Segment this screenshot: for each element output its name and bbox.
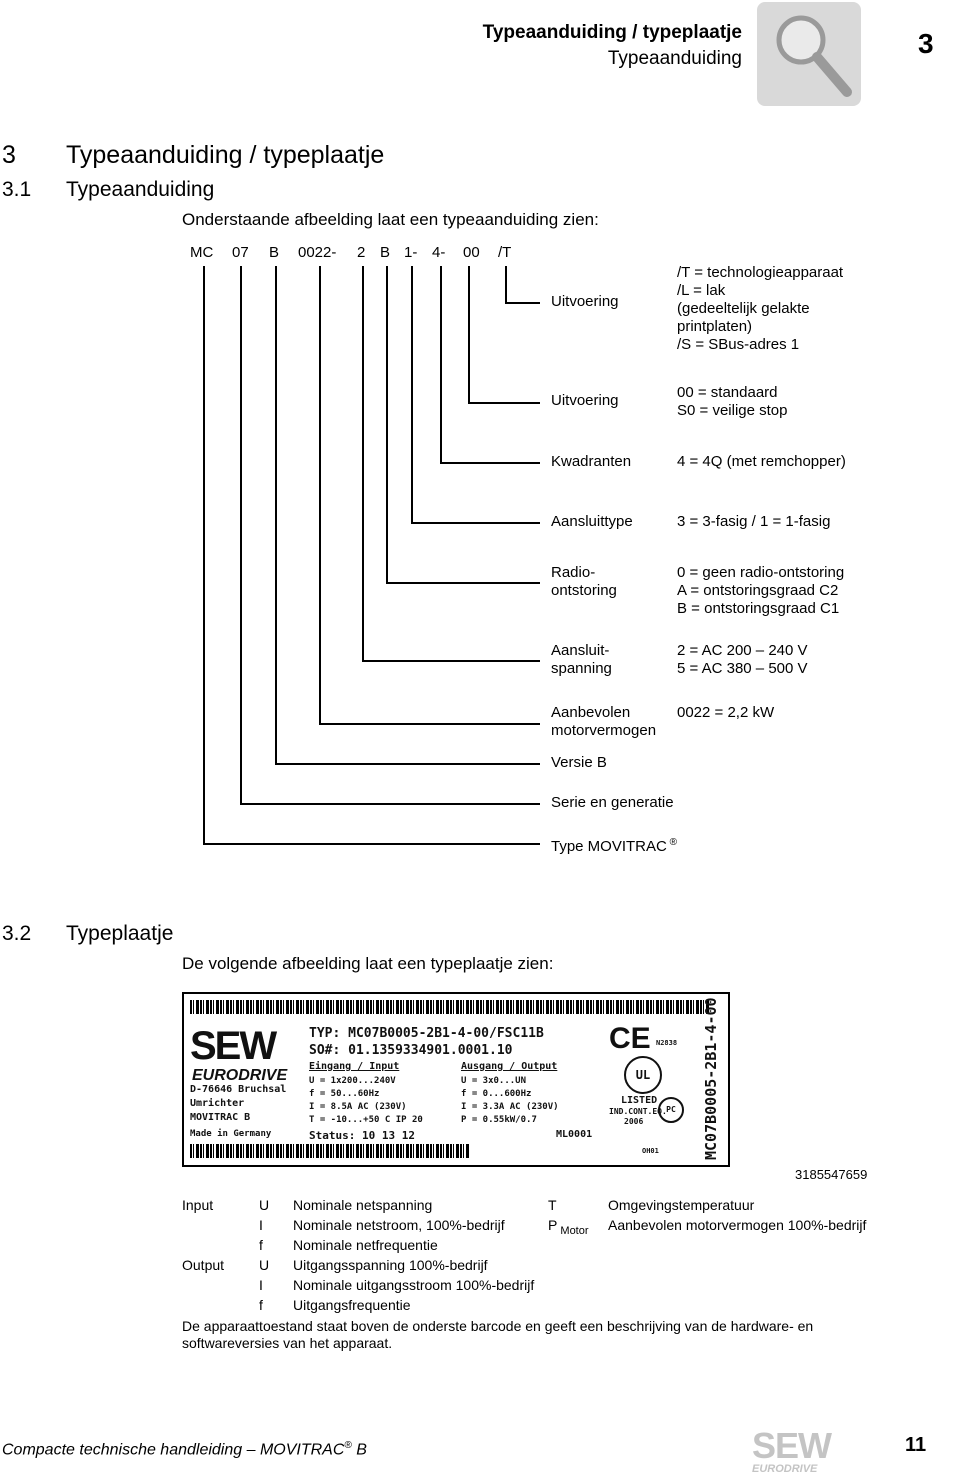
magnifier-icon — [757, 2, 861, 106]
subsection-number: 3.2 — [2, 922, 32, 945]
nameplate-serial: SO#: 01.1359334901.0001.10 — [309, 1043, 513, 1058]
footer-suffix: B — [356, 1441, 367, 1459]
registered-mark: ® — [666, 837, 678, 848]
code-row-label: Radio- ontstoring — [551, 564, 617, 599]
connector-line — [386, 582, 540, 584]
code-row-description — [677, 704, 774, 722]
nameplate-output-head: Ausgang / Output — [461, 1061, 558, 1072]
subsection-heading — [2, 178, 214, 202]
description-line: 0022 = 2,2 kW — [677, 704, 775, 721]
brand-sub: EURODRIVE — [192, 1067, 288, 1084]
legend-text-2: Aanbevolen motorvermogen 100%-bedrijf — [608, 1217, 867, 1233]
code-row-description — [677, 513, 830, 531]
connector-line — [362, 266, 364, 660]
subsection-title: Typeaanduiding — [66, 178, 215, 201]
legend-symbol-2: P $_{Motor}$ — [548, 1217, 589, 1237]
type-code-part: B — [269, 244, 280, 261]
type-code-part: 4- — [432, 244, 446, 261]
page-number: 11 — [905, 1434, 927, 1456]
legend-symbol: I — [259, 1277, 263, 1293]
description-line: 00 = standaard — [677, 384, 778, 401]
type-code-part: 1- — [404, 244, 418, 261]
legend-text: Uitgangsspanning 100%-bedrijf — [293, 1257, 488, 1273]
connector-line — [240, 266, 242, 803]
description-line: printplaten) — [677, 318, 753, 335]
nameplate-out-1: U = 3x0...UN — [461, 1076, 527, 1086]
nameplate-address: D-76646 Bruchsal — [190, 1084, 287, 1095]
nameplate-in-3: I = 8.5A AC (230V) — [309, 1102, 407, 1112]
nameplate-typ: TYP: MC07B0005-2B1-4-00/FSC11B — [309, 1026, 544, 1041]
type-code-part: 0022- — [298, 244, 337, 261]
description-line: B = ontstoringsgraad C1 — [677, 600, 840, 617]
connector-line — [275, 266, 277, 763]
legend-symbol: f — [259, 1297, 263, 1313]
legend-group: Input — [182, 1197, 214, 1213]
nameplate-oh: OH01 — [642, 1147, 659, 1155]
intro-text-2: De volgende afbeelding laat een typeplaatje zien: — [182, 954, 554, 973]
code-row-label: Kwadranten — [551, 453, 632, 470]
connector-line — [275, 763, 540, 765]
legend-text-2: Omgevingstemperatuur — [608, 1197, 755, 1213]
connector-line — [203, 843, 540, 845]
connector-line — [468, 402, 540, 404]
legend-text: Nominale uitgangsstroom 100%-bedrijf — [293, 1277, 535, 1293]
code-row-label: Aansluittype — [551, 513, 633, 530]
legend-text: Nominale netspanning — [293, 1197, 433, 1213]
legend-symbol: I — [259, 1217, 263, 1233]
description-line: /T = technologieapparaat — [677, 264, 844, 281]
code-row-label: Aansluit- spanning — [551, 642, 612, 677]
nameplate-out-2: f = 0...600Hz — [461, 1089, 532, 1099]
legend-text: Uitgangsfrequentie — [293, 1297, 411, 1313]
closing-text: De apparaattoestand staat boven de onderste barcode en geeft een beschrijving van de hardware- en softwareversies van het apparaat. — [182, 1318, 814, 1351]
code-row-description — [677, 642, 808, 678]
legend-text: Nominale netfrequentie — [293, 1237, 438, 1253]
code-row-label: Uitvoering — [551, 293, 619, 310]
code-row-label: Serie en generatie — [551, 794, 674, 811]
connector-line — [505, 266, 507, 302]
description-line: (gedeeltelijk gelakte — [677, 300, 810, 317]
top-barcode — [190, 1000, 710, 1014]
connector-line — [411, 266, 413, 522]
legend-symbol: U — [259, 1197, 270, 1213]
description-line: /L = lak — [677, 282, 726, 299]
description-line: S0 = veilige stop — [677, 402, 788, 419]
header-title: Typeaanduiding / typeplaatje — [482, 22, 742, 43]
subsection-number: 3.1 — [2, 178, 32, 201]
code-row-description — [677, 384, 788, 420]
nameplate-cert: 2006 — [624, 1117, 644, 1126]
legend-symbol: U — [259, 1257, 270, 1273]
side-code: MC07B0005-2B1-4-00 — [702, 997, 720, 1160]
code-row-label: Type MOVITRAC ® — [551, 837, 678, 855]
connector-line — [468, 266, 470, 402]
legend-subscript: Motor — [557, 1224, 589, 1237]
description-line: 4 = 4Q (met remchopper) — [677, 453, 846, 470]
nameplate-in-4: T = -10...+50 C IP 20 — [309, 1115, 423, 1125]
nameplate-ml: ML0001 — [556, 1129, 593, 1140]
nameplate-maker-1: Umrichter — [190, 1098, 245, 1109]
legend-symbol-2: T — [548, 1197, 557, 1213]
code-row-label: Aanbevolen motorvermogen — [551, 704, 657, 739]
gost-icon: PC — [658, 1097, 684, 1123]
connector-line — [440, 266, 442, 462]
connector-line — [386, 266, 388, 582]
figure-id: 3185547659 — [795, 1167, 868, 1182]
nameplate-maker-2: MOVITRAC B — [190, 1112, 251, 1123]
legend-group: Output — [182, 1257, 225, 1273]
legend-text: Nominale netstroom, 100%-bedrijf — [293, 1217, 505, 1233]
ul-icon: UL — [624, 1056, 662, 1094]
type-code-part: 00 — [463, 244, 480, 261]
type-code-part: /T — [498, 244, 512, 261]
description-line: 3 = 3-fasig / 1 = 1-fasig — [677, 513, 831, 530]
chapter-number: 3 — [918, 28, 934, 59]
nameplate-mark: N2838 — [656, 1039, 678, 1047]
legend-symbol: f — [259, 1237, 263, 1253]
nameplate-made: Made in Germany — [190, 1129, 272, 1139]
type-code-part: 2 — [357, 244, 366, 261]
description-line: 2 = AC 200 – 240 V — [677, 642, 808, 659]
footer-text — [2, 1440, 367, 1459]
nameplate-status: Status: 10 13 12 — [309, 1129, 415, 1142]
description-line: A = ontstoringsgraad C2 — [677, 582, 839, 599]
ce-mark: CE — [609, 1022, 651, 1055]
footer-logo: SEW — [752, 1425, 832, 1466]
subsection-title: Typeplaatje — [66, 922, 174, 945]
connector-line — [203, 266, 205, 843]
subsection-heading-2 — [2, 922, 173, 946]
type-code-part: 07 — [232, 244, 249, 261]
code-row-label: Uitvoering — [551, 392, 619, 409]
type-code-part: B — [380, 244, 391, 261]
brand-logo: SEW — [190, 1024, 276, 1068]
code-row-label: Versie B — [551, 754, 607, 771]
nameplate-out-4: P = 0.55kW/0.7 — [461, 1115, 537, 1125]
nameplate-in-1: U = 1x200...240V — [309, 1076, 396, 1086]
connector-line — [240, 803, 540, 805]
type-code-part: MC — [190, 244, 214, 261]
header-subtitle: Typeaanduiding — [607, 48, 742, 69]
description-line: 5 = AC 380 – 500 V — [677, 660, 808, 677]
code-row-description — [677, 264, 843, 354]
nameplate-input-head: Eingang / Input — [309, 1061, 400, 1072]
section-title: Typeaanduiding / typeplaatje — [66, 141, 385, 169]
nameplate-in-2: f = 50...60Hz — [309, 1089, 380, 1099]
footer-title: Compacte technische handleiding – MOVITRAC — [2, 1441, 345, 1459]
description-line: 0 = geen radio-ontstoring — [677, 564, 845, 581]
nameplate-listed: LISTED — [621, 1095, 658, 1106]
connector-line — [319, 266, 321, 723]
code-row-description — [677, 453, 846, 471]
nameplate-out-3: I = 3.3A AC (230V) — [461, 1102, 559, 1112]
section-number: 3 — [2, 141, 16, 169]
code-row-description — [677, 564, 844, 618]
nameplate-image — [182, 992, 730, 1167]
intro-text: Onderstaande afbeelding laat een typeaanduiding zien: — [182, 210, 599, 229]
bottom-barcode — [190, 1144, 470, 1158]
connector-line — [319, 723, 540, 725]
footer-registered: ® — [344, 1440, 352, 1451]
description-line: /S = SBus-adres 1 — [677, 336, 800, 353]
footer-logo-sub: EURODRIVE — [752, 1463, 818, 1475]
connector-line — [505, 302, 540, 304]
connector-line — [411, 522, 540, 524]
nameplate-ind: IND.CONT.EQ. — [609, 1107, 667, 1116]
connector-line — [362, 660, 540, 662]
section-heading — [2, 141, 384, 170]
connector-line — [440, 462, 540, 464]
